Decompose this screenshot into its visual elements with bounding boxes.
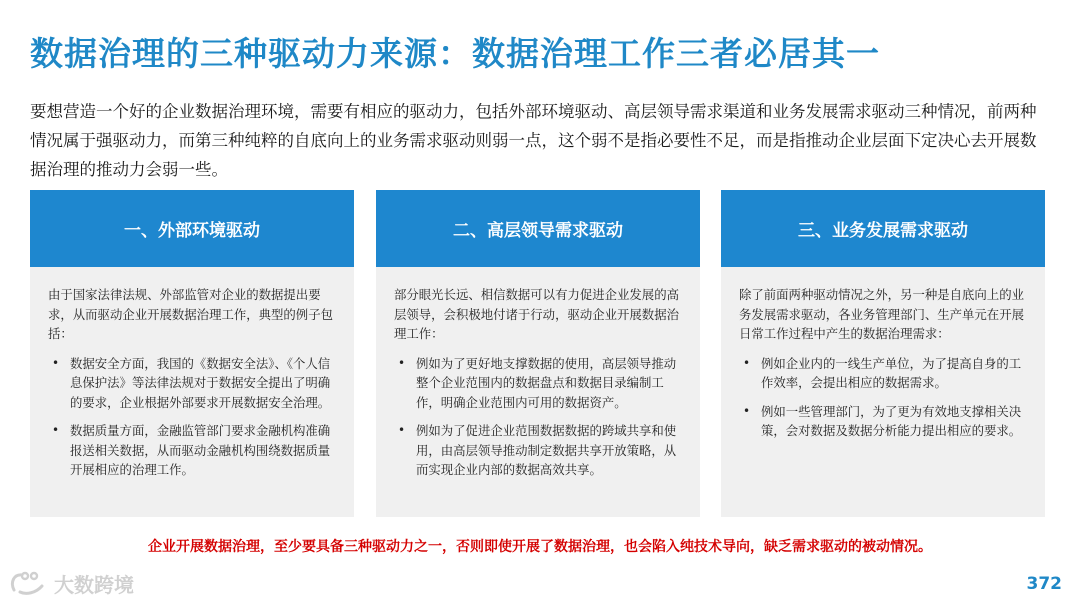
bullet-icon: • bbox=[743, 355, 751, 370]
card-business-drive bbox=[721, 190, 1045, 517]
bullet-list bbox=[48, 354, 340, 480]
list-item bbox=[48, 354, 340, 413]
list-item bbox=[48, 421, 340, 480]
list-item bbox=[739, 402, 1031, 441]
card-lead: 除了前面两种驱动情况之外，另一种是自底向上的业务发展需求驱动，各业务管理部门、生产单元在开展日常工作过程中产生的数据治理需求： bbox=[739, 287, 1024, 341]
page-title: 数据治理的三种驱动力来源：数据治理工作三者必居其一 bbox=[30, 34, 880, 73]
card-heading: 三、业务发展需求驱动 bbox=[721, 190, 1045, 267]
card-lead: 由于国家法律法规、外部监管对企业的数据提出要求，从而驱动企业开展数据治理工作，典型的例子包括： bbox=[48, 287, 333, 341]
list-item bbox=[394, 421, 686, 480]
card-body bbox=[721, 267, 1045, 517]
intro-paragraph: 要想营造一个好的企业数据治理环境，需要有相应的驱动力，包括外部环境驱动、高层领导需求渠道和业务发展需求驱动三种情况，前两种情况属于强驱动力，而第三种纯粹的自底向上的业务需求驱动则弱一点，这个弱不是指必要性不足，而是指推动企业层面下定决心去开展数据治理的推动力会弱一些。 bbox=[30, 102, 1037, 179]
card-heading: 二、高层领导需求驱动 bbox=[376, 190, 700, 267]
list-item bbox=[739, 354, 1031, 393]
card-body bbox=[30, 267, 354, 517]
list-item-text: 例如一些管理部门，为了更为有效地支撑相关决策，会对数据及数据分析能力提出相应的要求。 bbox=[761, 403, 1022, 438]
brand-logo bbox=[8, 566, 134, 600]
page-number: 372 bbox=[1026, 574, 1062, 594]
list-item-text: 例如企业内的一线生产单位，为了提高自身的工作效率，会提出相应的数据需求。 bbox=[761, 355, 1022, 390]
list-item-text: 数据安全方面，我国的《数据安全法》、《个人信息保护法》等法律法规对于数据安全提出了明确的要求，企业根据外部要求开展数据安全治理。 bbox=[70, 355, 331, 410]
bullet-icon: • bbox=[743, 403, 751, 418]
bullet-icon: • bbox=[52, 423, 60, 437]
list-item-text: 数据质量方面，金融监管部门要求金融机构准确报送相关数据，从而驱动金融机构围绕数据质量开展相应的治理工作。 bbox=[70, 423, 331, 477]
bullet-icon: • bbox=[398, 423, 406, 437]
bullet-icon: • bbox=[52, 355, 60, 370]
card-body bbox=[376, 267, 700, 517]
card-leadership-drive bbox=[376, 190, 700, 517]
bullet-list bbox=[394, 354, 686, 480]
card-external-drive bbox=[30, 190, 354, 517]
bullet-icon: • bbox=[398, 355, 406, 370]
logo-text: 大数跨境 bbox=[54, 572, 134, 597]
card-lead: 部分眼光长远、相信数据可以有力促进企业发展的高层领导，会积极地付诸于行动，驱动企业开展数据治理工作： bbox=[394, 287, 679, 341]
bullet-list bbox=[739, 354, 1031, 441]
card-heading: 一、外部环境驱动 bbox=[30, 190, 354, 267]
list-item-text: 例如为了促进企业范围数据数据的跨域共享和使用，由高层领导推动制定数据共享开放策略，从而实现企业内部的数据高效共享。 bbox=[416, 423, 677, 477]
list-item bbox=[394, 354, 686, 413]
list-item-text: 例如为了更好地支撑数据的使用，高层领导推动整个企业范围内的数据盘点和数据目录编制工作，明确企业范围内可用的数据资产。 bbox=[416, 355, 677, 410]
logo-mark-icon bbox=[8, 568, 48, 598]
conclusion-text: 企业开展数据治理，至少要具备三种驱动力之一，否则即使开展了数据治理，也会陷入纯技术导向，缺乏需求驱动的被动情况。 bbox=[148, 539, 932, 555]
